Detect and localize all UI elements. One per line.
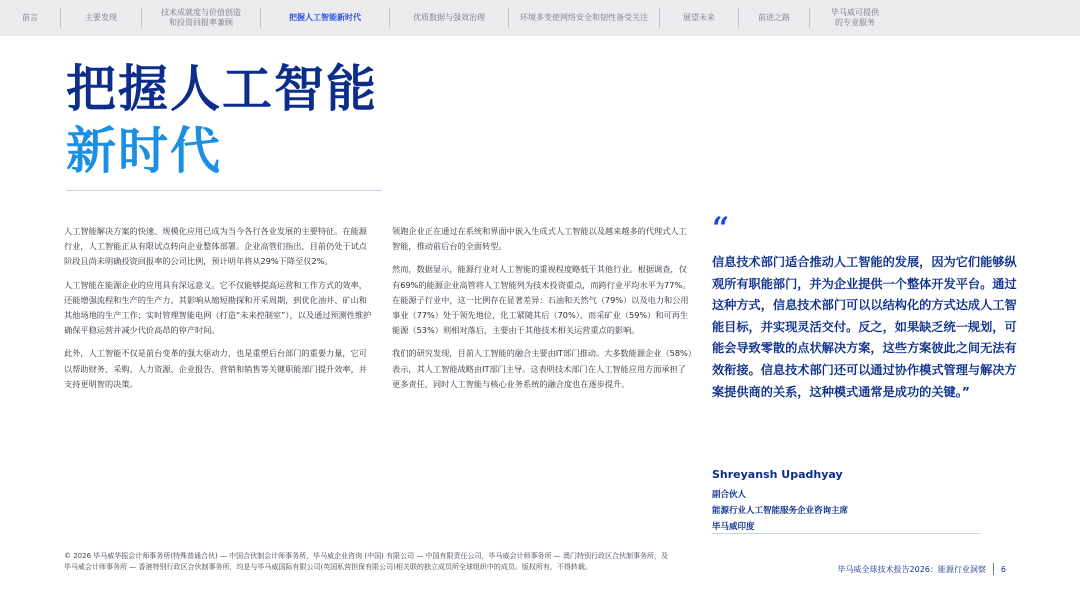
nav-tab-3[interactable]: 把握人工智能新时代	[289, 13, 361, 22]
nav-tab-0[interactable]: 前言	[22, 13, 38, 22]
paragraph: 此外，人工智能不仅是前台变革的强大驱动力，也是重塑后台部门的重要力量，它可以帮助财务、采购、人力资源、企业报告、营销和销售等关键职能部门提升效率，并支持更明智的决策。	[64, 348, 367, 389]
title-divider	[66, 190, 382, 191]
page-title-line1: 把握人工智能	[66, 60, 378, 118]
footer-separator	[993, 563, 994, 575]
page-title-line2: 新时代	[66, 122, 222, 180]
pull-quote: 信息技术部门适合推动人工智能的发展，因为它们能够纵观所有职能部门，并为企业提供一个整体开发平台。通过这种方式，信息技术部门可以以结构化的方式达成人工智能目标，并实现灵活交付。反之，如果缺乏统一规划，可能会导致零散的点状解决方案，这些方案彼此之间无法有效衔接。信息技术部门还可以通过协作模式管理与解决方案提供商的关系，这种模式通常是成功的关键。”	[712, 255, 1017, 399]
nav-tab-1[interactable]: 主要发现	[85, 13, 117, 22]
quote-author-department: 能源行业人工智能服务企业咨询主席	[712, 506, 849, 516]
paragraph: 人工智能在能源企业的应用具有深远意义。它不仅能够提高运营和工作方式的效率，还能增强流程和生产的生产力。其影响从缩短勘探和开采周期，到优化油井、矿山和其他场地的生产工作；实时管理智能电网（打造“未来控制室”），以及通过预测性维护确保平稳运营并减少代价高昂的停产时间。	[64, 279, 372, 336]
page-number: 6	[1000, 564, 1006, 574]
paragraph: 领跑企业正在通过在系统和界面中嵌入生成式人工智能以及越来越多的代理式人工智能，推动前后台的全面转型。	[392, 226, 687, 252]
nav-tab-6[interactable]: 展望未来	[683, 13, 715, 22]
page-title	[66, 58, 378, 182]
body-column-2	[392, 224, 692, 400]
quote-author-organization: 毕马威印度	[712, 522, 755, 532]
paragraph: 人工智能解决方案的快速、规模化应用已成为当今各行各业发展的主要特征。在能源行业，人工智能正从有限试点转向企业整体部署。企业高管们指出，目前仍处于试点阶段且尚未明确投资回报率的公司比例，预计明年将从29%下降至仅2%。	[64, 226, 367, 267]
footer-copyright: © 2026 毕马威华振会计师事务所(特殊普通合伙) — 中国合伙制会计师事务所，毕马威企业咨询 (中国) 有限公司 — 中国有限责任公司，毕马威会计师事务所 — 澳门特别行政区合伙制事务所，及毕马威会计师事务所 — 香港特别行政区合伙制事务所，均是与毕马威国际有限公司(英国私营担保有限公司)相关联的独立成员所全球组织中的成员。版权所有，不得转载。	[64, 552, 668, 571]
quote-author-name: Shreyansh Upadhyay	[712, 468, 843, 481]
paragraph: 然而，数据显示，能源行业对人工智能的重视程度略低于其他行业。根据调查，仅有69%的能源企业高管将人工智能列为技术投资重点，而跨行业平均水平为77%。在能源子行业中，这一比例存在显著差异：石油和天然气（79%）以及电力和公用事业（77%）处于领先地位，化工紧随其后（70%），而采矿业（59%）和可再生能源（53%）则相对落后，主要由于其他技术相关运营重点的影响。	[392, 264, 691, 336]
quote-mark-icon: “	[712, 211, 730, 246]
quote-author-role: 副合伙人	[712, 490, 747, 500]
nav-tab-2[interactable]: 技术成就度与价值创造 和投资回报率兼顾	[161, 8, 241, 27]
footer-report-info	[838, 563, 1006, 575]
paragraph: 我们的研究发现，目前人工智能的融合主要由IT部门推动。大多数能源企业（58%）表示，其人工智能战略由IT部门主导。这表明技术部门在人工智能应用方面承担了更多责任，同时人工智能与核心业务系统的融合度也在逐步提升。	[392, 348, 692, 389]
nav-tab-5[interactable]: 环境多变使网络安全和韧性备受关注	[520, 13, 648, 22]
top-navigation	[0, 0, 1080, 36]
nav-tab-7[interactable]: 前进之路	[758, 13, 790, 22]
body-column-1	[64, 224, 372, 400]
nav-tab-4[interactable]: 优质数据与强效治理	[413, 13, 485, 22]
quote-divider	[712, 533, 980, 534]
footer-report-title: 毕马威全球技术报告2026：能源行业洞察	[837, 564, 986, 574]
nav-tab-8[interactable]: 毕马威可提供 的专业服务	[831, 8, 879, 27]
